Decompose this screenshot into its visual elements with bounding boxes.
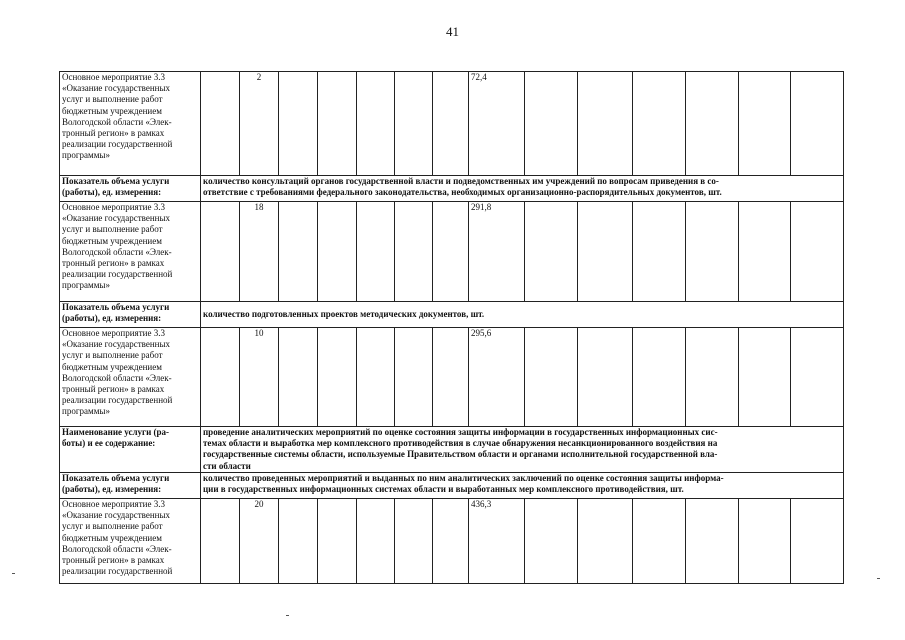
empty-cell [739, 499, 791, 584]
empty-cell [791, 328, 844, 427]
empty-cell [791, 72, 844, 176]
empty-cell [633, 72, 686, 176]
empty-cell [279, 72, 318, 176]
empty-cell [578, 499, 633, 584]
table-row [60, 202, 844, 302]
empty-cell [318, 328, 357, 427]
scan-mark [286, 615, 289, 616]
empty-cell [791, 202, 844, 302]
empty-cell [633, 202, 686, 302]
empty-cell [739, 72, 791, 176]
empty-cell [279, 328, 318, 427]
empty-cell [686, 202, 739, 302]
empty-cell [433, 72, 469, 176]
empty-cell [578, 328, 633, 427]
service-text-cell: проведение аналитических мероприятий по оценке состояния защиты информации в государственных информационных сис- темах области и выработка мер комплексного противодействия в случае обнаружения несанкционированного воздействия на государственные системы области, используемые Правительством области и органами исполнительной государственной вла- сти области [201, 427, 844, 473]
empty-cell [791, 499, 844, 584]
table-row [60, 499, 844, 584]
amount-cell: 291,8 [469, 202, 525, 302]
indicator-text-cell: количество проведенных мероприятий и выданных по ним аналитических заключений по оценке состояния защиты информа- ции в государственных информационных системах области и выработанных мер комплексного противодействия, шт. [201, 473, 844, 499]
empty-cell [395, 499, 433, 584]
amount-cell: 72,4 [469, 72, 525, 176]
service-label-cell: Наименование услуги (ра- боты) и ее содержание: [60, 427, 201, 473]
empty-cell [578, 202, 633, 302]
table-row [60, 427, 844, 473]
empty-cell [433, 499, 469, 584]
table-row [60, 473, 844, 499]
amount-cell: 436,3 [469, 499, 525, 584]
table-row [60, 176, 844, 202]
empty-cell [395, 328, 433, 427]
empty-cell [201, 202, 240, 302]
scan-mark [877, 578, 880, 579]
empty-cell [633, 328, 686, 427]
page-number: 41 [446, 24, 459, 39]
scan-mark [12, 573, 15, 574]
table-row [60, 328, 844, 427]
amount-cell: 295,6 [469, 328, 525, 427]
event-name-cell: Основное мероприятие 3.3 «Оказание государственных услуг и выполнение работ бюджетным учреждением Вологодской области «Элек- тронный регион» в рамках реализации государственной [60, 499, 201, 584]
value-cell: 10 [240, 328, 279, 427]
empty-cell [525, 499, 578, 584]
empty-cell [279, 202, 318, 302]
event-name-cell: Основное мероприятие 3.3 «Оказание государственных услуг и выполнение работ бюджетным учреждением Вологодской области «Элек- тронный регион» в рамках реализации государственной программы» [60, 202, 201, 302]
empty-cell [578, 72, 633, 176]
indicator-text-cell: количество подготовленных проектов методических документов, шт. [201, 302, 844, 328]
empty-cell [201, 499, 240, 584]
indicator-label-cell: Показатель объема услуги (работы), ед. измерения: [60, 302, 201, 328]
empty-cell [357, 328, 395, 427]
value-cell: 18 [240, 202, 279, 302]
empty-cell [433, 328, 469, 427]
empty-cell [279, 499, 318, 584]
empty-cell [739, 202, 791, 302]
empty-cell [357, 72, 395, 176]
empty-cell [395, 202, 433, 302]
value-cell: 20 [240, 499, 279, 584]
event-name-cell: Основное мероприятие 3.3 «Оказание государственных услуг и выполнение работ бюджетным учреждением Вологодской области «Элек- тронный регион» в рамках реализации государственной программы» [60, 72, 201, 176]
empty-cell [318, 499, 357, 584]
table-row [60, 72, 844, 176]
empty-cell [395, 72, 433, 176]
empty-cell [633, 499, 686, 584]
indicator-text-cell: количество консультаций органов государственной власти и подведомственных им учреждений по вопросам приведения в со- ответствие с требованиями федерального законодательства, необходимых организационно-распорядительных документов, шт. [201, 176, 844, 202]
empty-cell [525, 328, 578, 427]
empty-cell [739, 328, 791, 427]
empty-cell [525, 72, 578, 176]
empty-cell [318, 202, 357, 302]
empty-cell [357, 499, 395, 584]
empty-cell [686, 499, 739, 584]
service-indicators-table [59, 71, 844, 584]
indicator-label-cell: Показатель объема услуги (работы), ед. измерения: [60, 176, 201, 202]
indicator-label-cell: Показатель объема услуги (работы), ед. измерения: [60, 473, 201, 499]
empty-cell [318, 72, 357, 176]
table-row [60, 302, 844, 328]
event-name-cell: Основное мероприятие 3.3 «Оказание государственных услуг и выполнение работ бюджетным учреждением Вологодской области «Элек- тронный регион» в рамках реализации государственной программы» [60, 328, 201, 427]
empty-cell [201, 328, 240, 427]
empty-cell [357, 202, 395, 302]
empty-cell [686, 72, 739, 176]
empty-cell [433, 202, 469, 302]
empty-cell [525, 202, 578, 302]
empty-cell [686, 328, 739, 427]
value-cell: 2 [240, 72, 279, 176]
empty-cell [201, 72, 240, 176]
